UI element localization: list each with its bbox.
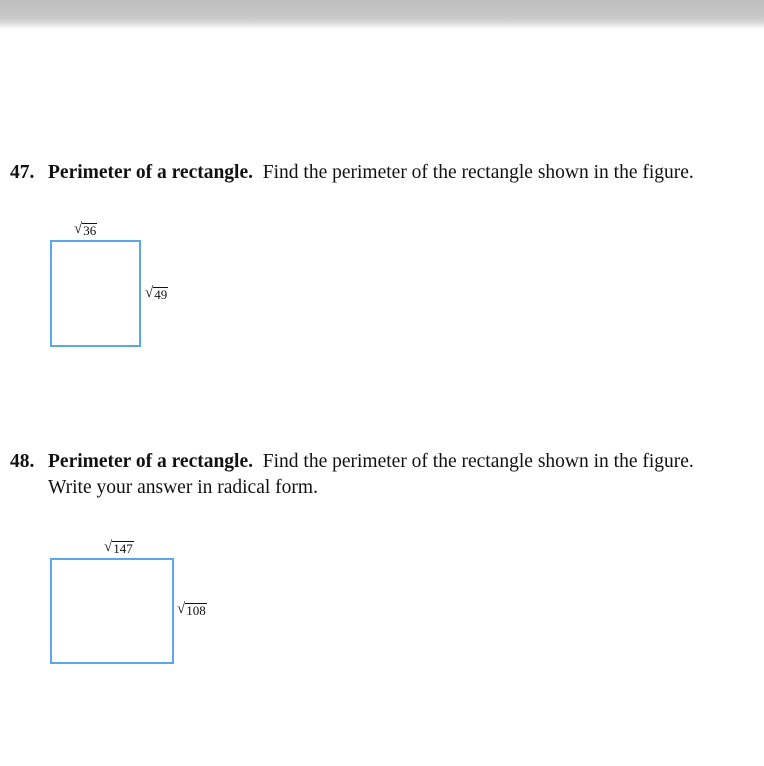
problem-text: Find the perimeter of the rectangle shown in the figure. bbox=[262, 162, 694, 183]
radicand: 147 bbox=[113, 541, 133, 556]
problem-48-continuation: Write your answer in radical form. bbox=[48, 477, 318, 498]
rectangle-figure-47 bbox=[50, 240, 141, 347]
rectangle-figure-48 bbox=[50, 558, 174, 664]
problem-number: 48. bbox=[10, 451, 35, 472]
radical-sign: √ bbox=[177, 601, 186, 617]
problem-47-statement bbox=[10, 160, 755, 186]
problem-47 bbox=[10, 160, 755, 186]
problem-heading: Perimeter of a rectangle. bbox=[48, 451, 254, 472]
top-shadow-divider bbox=[0, 0, 764, 30]
radicand: 36 bbox=[83, 223, 97, 238]
radical-sign: √ bbox=[145, 285, 154, 301]
problem-48-statement bbox=[10, 449, 755, 475]
problem-heading: Perimeter of a rectangle. bbox=[48, 162, 254, 183]
height-label-48 bbox=[177, 601, 207, 617]
width-label-48 bbox=[104, 539, 134, 555]
problem-number: 47. bbox=[10, 162, 35, 183]
width-label-47 bbox=[74, 221, 97, 237]
radicand: 49 bbox=[154, 287, 168, 302]
problem-48 bbox=[10, 449, 755, 501]
problem-text: Find the perimeter of the rectangle shown in the figure. bbox=[262, 451, 694, 472]
height-label-47 bbox=[145, 285, 168, 301]
radical-sign: √ bbox=[104, 539, 113, 555]
radical-sign: √ bbox=[74, 221, 83, 237]
radicand: 108 bbox=[186, 603, 206, 618]
